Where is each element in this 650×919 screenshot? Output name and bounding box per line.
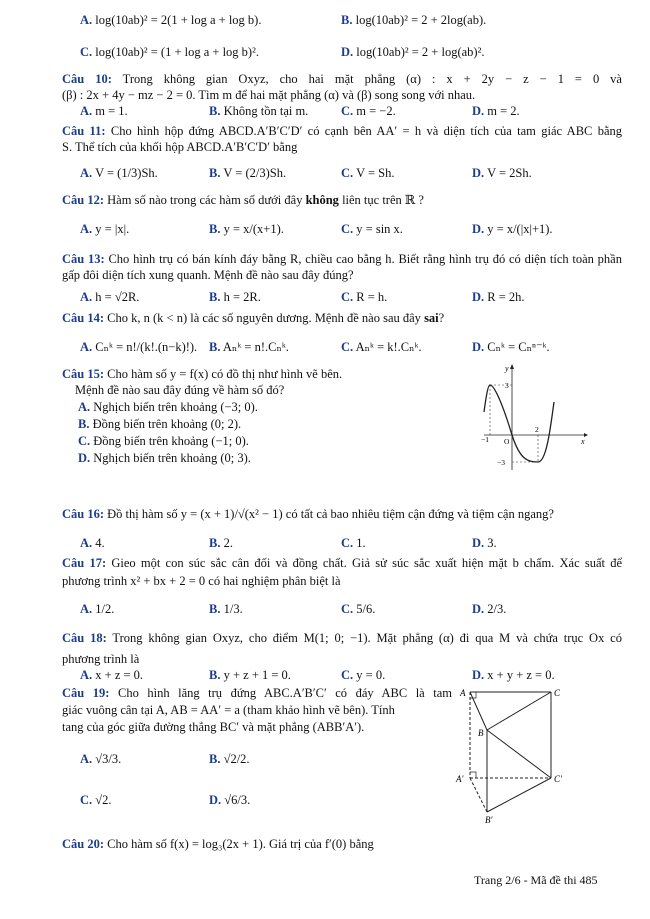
q12-option-d: D. y = x/(|x|+1).	[472, 222, 553, 236]
q19-stem-line1: Câu 19: Cho hình lăng trụ đứng ABC.A′B′C′ có đáy ABC là tam	[62, 686, 452, 700]
q10-option-b: B. Không tồn tại m.	[209, 104, 309, 118]
q18-stem-line1: Câu 18: Trong không gian Oxyz, cho điểm M(1; 0; −1). Mặt phẳng (α) đi qua M và chứa trục Ox có	[62, 631, 622, 645]
q16-option-c: C. 1.	[341, 536, 366, 550]
x-axis-arrow	[584, 433, 588, 437]
q10-stem-line2: (β) : 2x + 4y − mz − 2 = 0. Tìm m để hai mặt phẳng (α) và (β) song song với nhau.	[62, 88, 476, 102]
q18-option-a: A. x + z = 0.	[80, 668, 144, 682]
q10-option-a: A. m = 1.	[80, 104, 128, 118]
q11-option-d: D. V = 2Sh.	[472, 166, 532, 180]
q12-option-c: C. y = sin x.	[341, 222, 403, 236]
q9-option-d: D. log(10ab)² = 2 + log(ab)².	[341, 45, 485, 59]
vertex-A1-label: A′	[456, 774, 464, 784]
right-angle-A1	[470, 772, 476, 778]
graph-label-neg3: −3	[497, 458, 505, 467]
edge-A1B1	[470, 778, 487, 812]
q9-option-a: A. log(10ab)² = 2(1 + log a + log b).	[80, 13, 262, 27]
q18-option-c: C. y = 0.	[341, 668, 386, 682]
q19-prism-figure	[455, 684, 575, 824]
q19-option-a: A. √3/3.	[80, 752, 122, 766]
vertex-B-label: B	[478, 728, 484, 738]
q16-option-b: B. 2.	[209, 536, 233, 550]
q12-option-b: B. y = x/(x+1).	[209, 222, 284, 236]
q15-option-b: B. Đồng biến trên khoảng (0; 2).	[78, 417, 242, 431]
q11-stem-line1: Câu 11: Cho hình hộp đứng ABCD.A′B′C′D′ có cạnh bên AA′ = h và diện tích của tam giác ABC bằng	[62, 124, 622, 138]
q13-stem-line2: gấp đôi diện tích xung quanh. Mệnh đề nào sau đây đúng?	[62, 268, 354, 282]
q10-option-d: D. m = 2.	[472, 104, 520, 118]
q16-option-d: D. 3.	[472, 536, 497, 550]
q11-option-a: A. V = (1/3)Sh.	[80, 166, 158, 180]
q15-option-d: D. Nghịch biến trên khoảng (0; 3).	[78, 451, 251, 465]
q15-option-c: C. Đồng biến trên khoảng (−1; 0).	[78, 434, 249, 448]
q19-option-d: D. √6/3.	[209, 793, 251, 807]
q13-stem-line1: Câu 13: Cho hình trụ có bán kính đáy bằng R, chiều cao bằng h. Biết rằng hình trụ đó có diện tích toàn phần	[62, 252, 622, 266]
q17-option-a: A. 1/2.	[80, 602, 115, 616]
q20-stem: Câu 20: Cho hàm số f(x) = log₃(2x + 1). Giá trị của f′(0) bằng	[62, 837, 374, 851]
edge-B1C1	[487, 778, 551, 812]
graph-x-label: x	[581, 437, 585, 446]
q15-function-graph	[480, 362, 590, 474]
graph-origin-label: O	[504, 437, 510, 446]
q13-option-c: C. R = h.	[341, 290, 388, 304]
q19-option-c: C. √2.	[80, 793, 112, 807]
q14-option-c: C. Aₙᵏ = k!.Cₙᵏ.	[341, 340, 422, 354]
q14-stem: Câu 14: Cho k, n (k < n) là các số nguyên dương. Mệnh đề nào sau đây sai?	[62, 311, 445, 325]
q14-option-a: A. Cₙᵏ = n!/(k!.(n−k)!).	[80, 340, 198, 354]
q11-stem-line2: S. Thể tích của khối hộp ABCD.A′B′C′D′ bằng	[62, 140, 298, 154]
vertex-C1-label: C′	[554, 774, 562, 784]
q17-stem-line1: Câu 17: Gieo một con súc sắc cân đối và đồng chất. Giả sử súc sắc xuất hiện mặt b chấm. Xác suất để	[62, 556, 622, 570]
q10-option-c: C. m = −2.	[341, 104, 396, 118]
q18-option-b: B. y + z + 1 = 0.	[209, 668, 291, 682]
q13-option-d: D. R = 2h.	[472, 290, 525, 304]
vertex-B1-label: B′	[485, 815, 493, 824]
graph-label-3: 3	[505, 381, 509, 390]
q17-option-d: D. 2/3.	[472, 602, 507, 616]
q11-option-c: C. V = Sh.	[341, 166, 395, 180]
q13-option-b: B. h = 2R.	[209, 290, 261, 304]
page-footer: Trang 2/6 - Mã đề thi 485	[474, 873, 598, 887]
q17-stem-line2: phương trình x² + bx + 2 = 0 có hai nghiệm phân biệt là	[62, 574, 341, 588]
edge-BC	[487, 692, 551, 730]
q19-stem-line3: tang của góc giữa đường thẳng BC′ và mặt phẳng (ABB′A′).	[62, 720, 365, 734]
segment-BC1	[487, 730, 551, 778]
q9-option-c: C. log(10ab)² = (1 + log a + log b)².	[80, 45, 259, 59]
graph-y-label: y	[505, 364, 509, 373]
q14-option-b: B. Aₙᵏ = n!.Cₙᵏ.	[209, 340, 289, 354]
vertex-A-label: A	[460, 688, 466, 698]
q18-stem-line2: phương trình là	[62, 652, 140, 666]
graph-label-2: 2	[535, 425, 539, 434]
q12-stem: Câu 12: Hàm số nào trong các hàm số dưới đây không liên tục trên ℝ ?	[62, 193, 424, 207]
q15-stem-line1: Câu 15: Cho hàm số y = f(x) có đồ thị như hình vẽ bên.	[62, 367, 343, 381]
q15-stem-line2: Mệnh đề nào sau đây đúng về hàm số đó?	[75, 383, 285, 397]
q10-stem-line1: Câu 10: Trong không gian Oxyz, cho hai mặt phẳng (α) : x + 2y − z − 1 = 0 và	[62, 72, 622, 86]
q17-option-b: B. 1/3.	[209, 602, 243, 616]
q14-option-d: D. Cₙᵏ = Cₙⁿ⁻ᵏ.	[472, 340, 550, 354]
q16-stem: Câu 16: Đồ thị hàm số y = (x + 1)/√(x² − 1) có tất cả bao nhiêu tiệm cận đứng và tiệm cận ngang?	[62, 507, 554, 521]
function-curve	[484, 385, 554, 462]
q13-option-a: A. h = √2R.	[80, 290, 140, 304]
q9-option-b: B. log(10ab)² = 2 + 2log(ab).	[341, 13, 487, 27]
q19-stem-line2: giác vuông cân tại A, AB = AA′ = a (tham khảo hình vẽ bên). Tính	[62, 703, 395, 717]
q19-option-b: B. √2/2.	[209, 752, 250, 766]
vertex-C-label: C	[554, 688, 561, 698]
q11-option-b: B. V = (2/3)Sh.	[209, 166, 287, 180]
q12-option-a: A. y = |x|.	[80, 222, 130, 236]
q15-option-a: A. Nghịch biến trên khoảng (−3; 0).	[78, 400, 258, 414]
q18-option-d: D. x + y + z = 0.	[472, 668, 555, 682]
q17-option-c: C. 5/6.	[341, 602, 376, 616]
q16-option-a: A. 4.	[80, 536, 105, 550]
y-axis-arrow	[510, 364, 514, 369]
graph-label-neg1: −1	[481, 435, 489, 444]
